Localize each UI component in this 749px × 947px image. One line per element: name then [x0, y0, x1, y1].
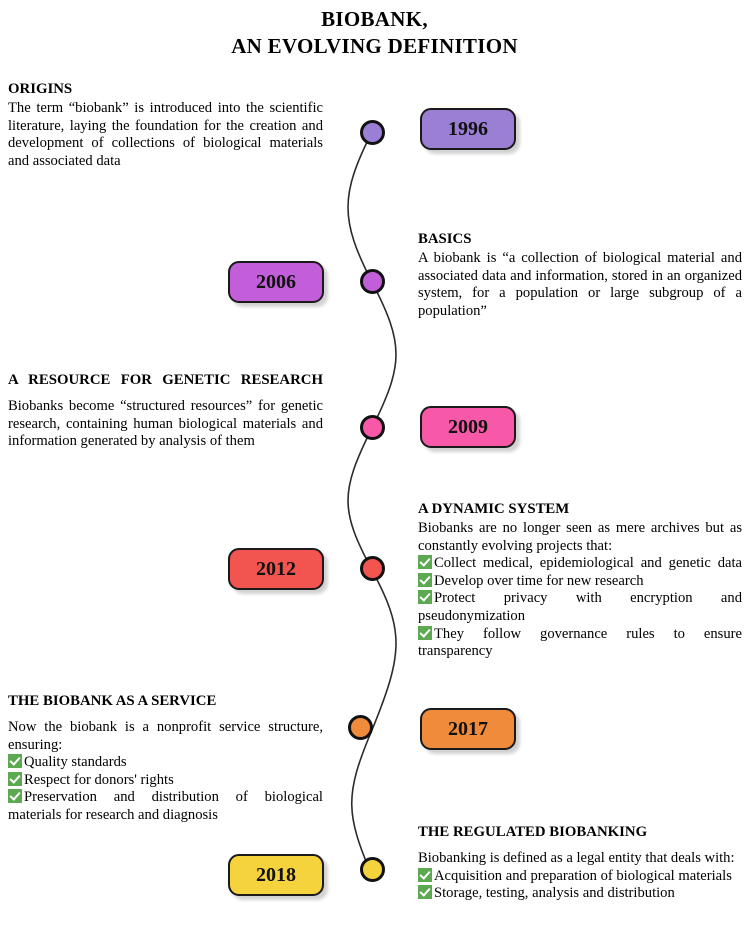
year-badge-2006[interactable]: [228, 261, 324, 303]
check-icon: [8, 772, 22, 786]
section-regulated-biobanking: [418, 823, 742, 903]
year-badge-2006-label: 2006: [256, 270, 296, 293]
year-badge-2017[interactable]: [420, 708, 516, 750]
check-icon: [8, 789, 22, 803]
section-dynamic-system-bullets: [418, 555, 742, 661]
section-genetic-resource: [8, 371, 323, 451]
list-item: [418, 868, 742, 886]
timeline-node-2006[interactable]: [360, 269, 385, 294]
check-icon: [418, 590, 432, 604]
year-badge-2018[interactable]: [228, 854, 324, 896]
year-badge-2017-label: 2017: [448, 717, 488, 740]
check-icon: [8, 754, 22, 768]
list-item: [8, 789, 323, 824]
section-genetic-resource-body: Biobanks become “structured resources” for genetic research, containing human biological materials and information generated by analysis of them: [8, 398, 323, 450]
list-item-label: Develop over time for new research: [434, 572, 644, 589]
section-biobank-as-service-heading: THE BIOBANK AS A SERVICE: [8, 693, 217, 709]
list-item: [8, 772, 323, 790]
list-item-label: They follow governance rules to ensure transparency: [418, 625, 742, 660]
check-icon: [418, 573, 432, 587]
year-badge-2009-label: 2009: [448, 415, 488, 438]
section-regulated-biobanking-body: Biobanking is defined as a legal entity that deals with:: [418, 850, 735, 866]
section-origins: [8, 80, 323, 170]
year-badge-2012[interactable]: [228, 548, 324, 590]
page-title-line-2: AN EVOLVING DEFINITION: [231, 34, 518, 58]
year-badge-1996-label: 1996: [448, 117, 488, 140]
year-badge-2012-label: 2012: [256, 557, 296, 580]
year-badge-1996[interactable]: [420, 108, 516, 150]
section-regulated-biobanking-bullets: [418, 868, 742, 903]
page-title-line-1: BIOBANK,: [321, 7, 428, 31]
list-item: [418, 885, 742, 903]
timeline-node-2009[interactable]: [360, 415, 385, 440]
list-item-label: Protect privacy with encryption and pseudonymization: [418, 590, 742, 624]
timeline-node-2012[interactable]: [360, 556, 385, 581]
list-item-label: Collect medical, epidemiological and genetic data: [434, 555, 742, 572]
section-basics-heading: BASICS: [418, 231, 472, 247]
year-badge-2009[interactable]: [420, 406, 516, 448]
section-origins-heading: ORIGINS: [8, 81, 73, 97]
check-icon: [418, 555, 432, 569]
year-badge-2018-label: 2018: [256, 863, 296, 886]
timeline-node-2017[interactable]: [348, 715, 373, 740]
list-item-label: Quality standards: [24, 754, 127, 771]
list-item: [8, 754, 323, 772]
section-genetic-resource-heading: A RESOURCE FOR GENETIC RESEARCH: [8, 372, 323, 388]
timeline-node-1996[interactable]: [360, 120, 385, 145]
list-item-label: Preservation and distribution of biological materials for research and diagnosis: [8, 789, 323, 823]
list-item-label: Respect for donors' rights: [24, 771, 174, 788]
list-item: [418, 573, 742, 591]
section-dynamic-system-body: Biobanks are no longer seen as mere archives but as constantly evolving projects that:: [418, 520, 742, 554]
check-icon: [418, 868, 432, 882]
list-item: [418, 555, 742, 573]
check-icon: [418, 626, 432, 640]
section-biobank-as-service-body: Now the biobank is a nonprofit service structure, ensuring:: [8, 719, 323, 753]
section-origins-body: The term “biobank” is introduced into the scientific literature, laying the foundation for the creation and development of collections of biological materials and associated data: [8, 100, 323, 169]
list-item: [418, 590, 742, 625]
section-basics: [418, 230, 742, 320]
section-biobank-as-service-bullets: [8, 754, 323, 824]
list-item: [418, 626, 742, 661]
timeline-node-2018[interactable]: [360, 857, 385, 882]
section-dynamic-system-heading: A DYNAMIC SYSTEM: [418, 501, 570, 517]
page-title: [0, 6, 749, 60]
list-item-label: Acquisition and preparation of biological materials: [434, 867, 732, 884]
section-regulated-biobanking-heading: THE REGULATED BIOBANKING: [418, 824, 648, 840]
section-biobank-as-service: [8, 692, 323, 825]
section-dynamic-system: [418, 500, 742, 661]
list-item-label: Storage, testing, analysis and distribution: [434, 885, 675, 902]
check-icon: [418, 885, 432, 899]
section-basics-body: A biobank is “a collection of biological material and associated data and information, stored in an organized system, for a population or large subgroup of a population”: [418, 250, 742, 319]
